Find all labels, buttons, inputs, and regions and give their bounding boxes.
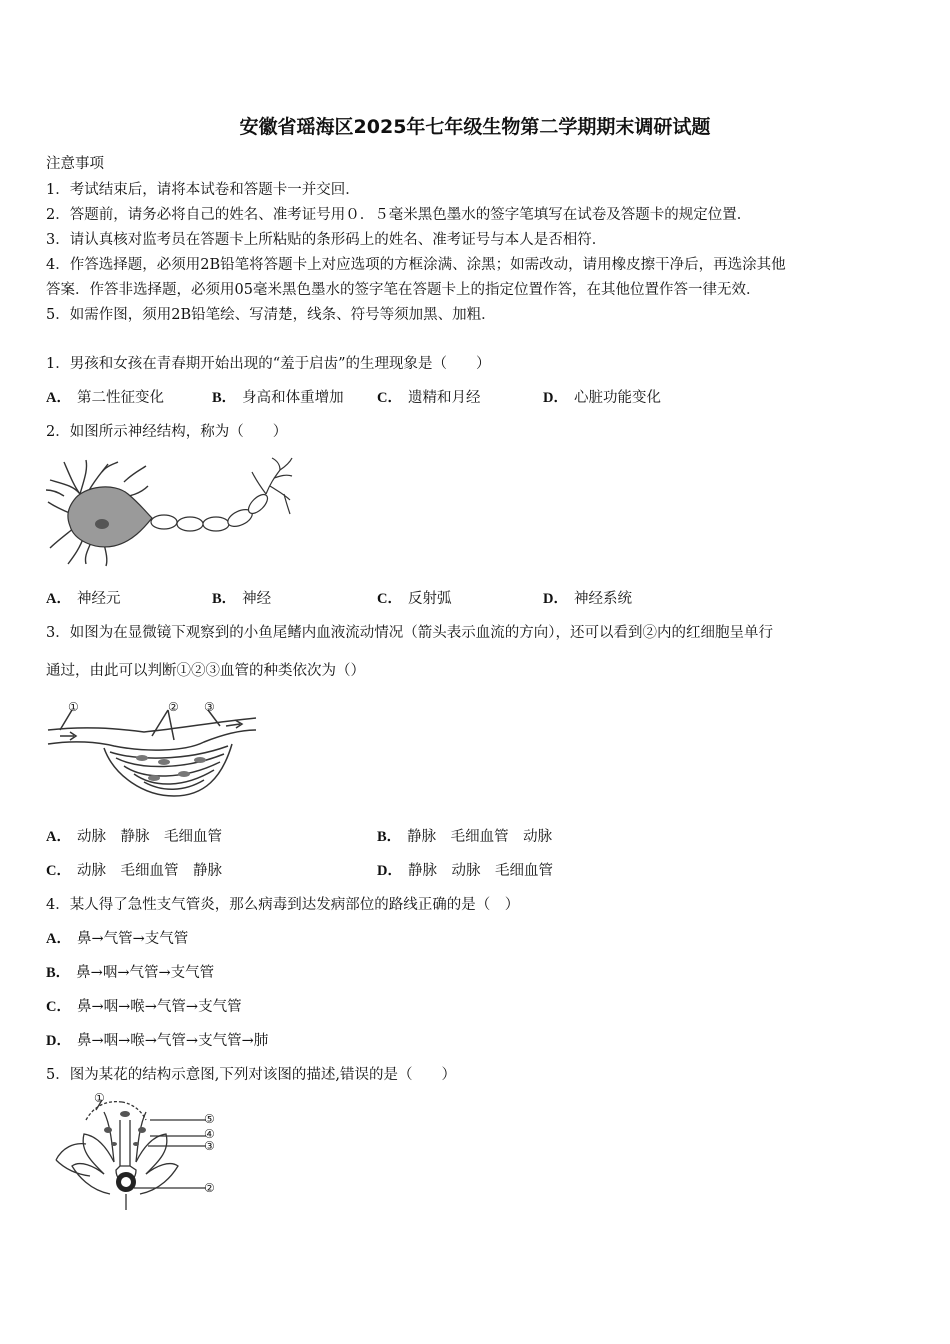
option-label: A． [46, 829, 71, 845]
figure-label-1: ① [94, 1091, 105, 1105]
q4-option-b[interactable] [46, 961, 214, 982]
q2-option-c[interactable] [377, 587, 451, 608]
q3-option-a[interactable] [46, 825, 222, 846]
option-text: 第二性征变化 [76, 390, 164, 406]
q2-option-d[interactable] [543, 587, 632, 608]
question-4-stem: 4．某人得了急性支气管炎，那么病毒到达发病部位的路线正确的是（ ） [46, 897, 520, 913]
option-label: B． [212, 390, 237, 406]
q1-option-c[interactable] [377, 386, 480, 407]
notice-item: 答案．作答非选择题，必须用05毫米黑色墨水的签字笔在答题卡上的指定位置作答，在其他位置作答一律无效． [46, 282, 761, 298]
figure-label-3: ③ [204, 1139, 215, 1153]
q3-option-c[interactable] [46, 859, 222, 880]
option-text: 静脉 毛细血管 动脉 [407, 829, 553, 845]
q4-option-d[interactable] [46, 1029, 268, 1050]
q2-option-a[interactable] [46, 587, 120, 608]
page-title: 安徽省瑶海区2025年七年级生物第二学期期末调研试题 [239, 116, 711, 138]
option-label: C． [377, 390, 402, 406]
option-text: 静脉 动脉 毛细血管 [407, 863, 553, 879]
q4-option-c[interactable] [46, 995, 242, 1016]
option-text: 神经 [242, 591, 272, 607]
q2-option-b[interactable] [212, 587, 271, 608]
notice-item: 5．如需作图，须用2B铅笔绘、写清楚，线条、符号等须加黑、加粗． [46, 307, 496, 323]
option-text: 神经元 [76, 591, 121, 607]
neuron-figure [44, 456, 296, 568]
q1-option-b[interactable] [212, 386, 344, 407]
option-text: 遗精和月经 [407, 390, 481, 406]
notice-item: 4．作答选择题，必须用2B铅笔将答题卡上对应选项的方框涂满、涂黑；如需改动，请用橡皮擦干净后，再选涂其他 [46, 257, 786, 273]
q4-option-a[interactable] [46, 927, 188, 948]
question-5-stem: 5．图为某花的结构示意图,下列对该图的描述,错误的是（ ） [46, 1067, 456, 1083]
flower-figure [50, 1090, 225, 1218]
option-label: A． [46, 931, 71, 947]
option-text: 反射弧 [407, 591, 452, 607]
option-text: 鼻→气管→支气管 [76, 931, 189, 947]
option-text: 神经系统 [573, 591, 632, 607]
q3-option-b[interactable] [377, 825, 552, 846]
option-label: D． [377, 863, 402, 879]
option-label: D． [543, 591, 568, 607]
figure-label-2: ② [204, 1181, 215, 1195]
option-label: C． [377, 591, 402, 607]
notice-item: 1．考试结束后，请将本试卷和答题卡一并交回． [46, 182, 360, 198]
option-label: B． [46, 965, 71, 981]
figure-label-5: ⑤ [204, 1112, 215, 1126]
option-label: C． [46, 863, 71, 879]
option-label: D． [543, 390, 568, 406]
option-label: B． [377, 829, 402, 845]
q3-option-d[interactable] [377, 859, 553, 880]
figure-label-4: ④ [204, 1127, 215, 1141]
notice-item: 3．请认真核对监考员在答题卡上所粘贴的条形码上的姓名、准考证号与本人是否相符． [46, 232, 607, 248]
option-label: A． [46, 390, 71, 406]
option-text: 身高和体重增加 [242, 390, 344, 406]
notice-item: 2．答题前，请务必将自己的姓名、准考证号用０．５毫米黑色墨水的签字笔填写在试卷及答题卡的规定位置． [46, 207, 752, 223]
question-2-stem: 2．如图所示神经结构，称为（ ） [46, 424, 288, 440]
q1-option-a[interactable] [46, 386, 164, 407]
option-label: A． [46, 591, 71, 607]
figure-label-3: ③ [204, 700, 215, 714]
option-text: 鼻→咽→喉→气管→支气管→肺 [76, 1033, 269, 1049]
option-label: B． [212, 591, 237, 607]
option-text: 心脏功能变化 [573, 390, 661, 406]
notice-heading: 注意事项 [46, 156, 104, 172]
figure-label-2: ② [168, 700, 179, 714]
option-label: C． [46, 999, 71, 1015]
question-1-stem: 1．男孩和女孩在青春期开始出现的“羞于启齿”的生理现象是（ ） [46, 356, 491, 372]
option-text: 鼻→咽→气管→支气管 [76, 965, 215, 981]
option-text: 鼻→咽→喉→气管→支气管 [76, 999, 242, 1015]
figure-label-1: ① [68, 700, 79, 714]
option-label: D． [46, 1033, 71, 1049]
question-3-stem: 3．如图为在显微镜下观察到的小鱼尾鳍内血液流动情况（箭头表示血流的方向），还可以看到②内的红细胞呈单行 [46, 625, 773, 641]
q1-option-d[interactable] [543, 386, 661, 407]
blood-vessel-figure [44, 696, 264, 806]
option-text: 动脉 毛细血管 静脉 [76, 863, 222, 879]
option-text: 动脉 静脉 毛细血管 [76, 829, 222, 845]
question-3-stem-cont: 通过，由此可以判断①②③血管的种类依次为（） [46, 663, 365, 679]
